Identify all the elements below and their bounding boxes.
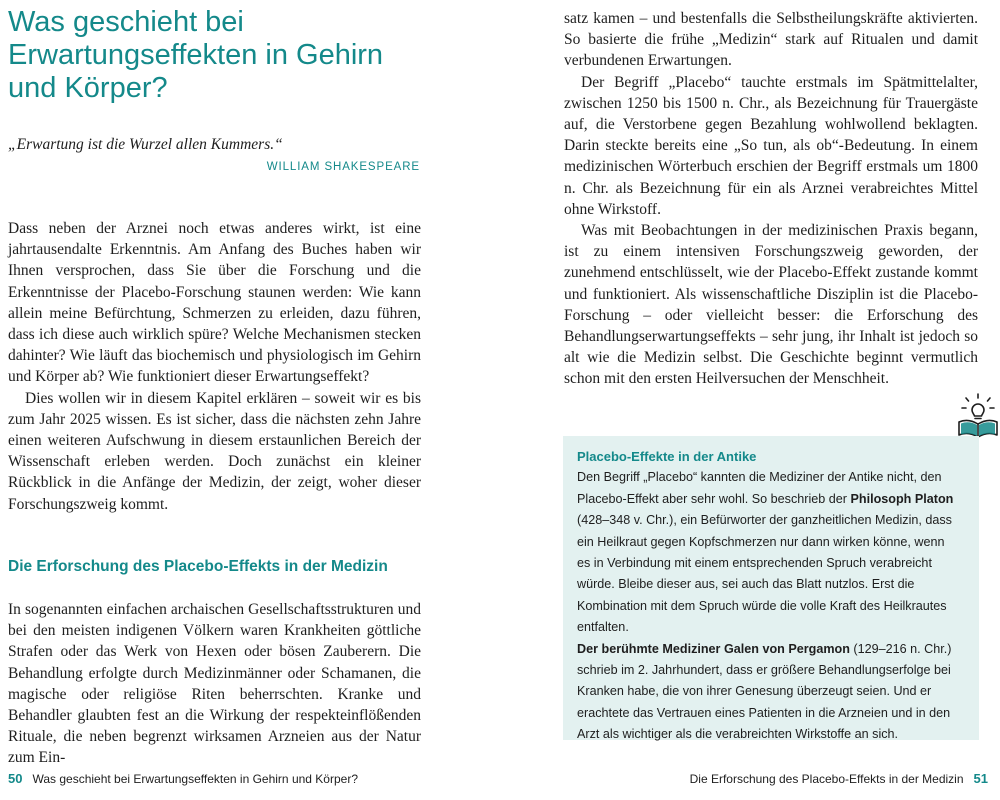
right-running-head: Die Erforschung des Placebo-Effekts in der Medizin (689, 772, 964, 786)
section-paragraph-1: In sogenannten einfachen archaischen Gesellschaftsstrukturen und bei den meisten indigenen Völkern waren Krankheiten göttliche Strafen oder das Werk von Hexen oder bösen Zauberern. Die Behandlung erfolgte durch Medizinmänner oder Schamanen, die magische oder religiöse Riten beherrschten. Kranke und Behandler glaubten fest an die Wirkung der respekteinflößenden Rituale, die neben begrenzt wirksamen Arzneien aus der Natur zum Ein- (8, 601, 421, 767)
infobox-paragraph-2 (577, 639, 961, 746)
infobox-title: Placebo-Effekte in der Antike (577, 449, 757, 464)
infobox-p2-end: (129–216 n. Chr.) schrieb im 2. Jahrhundert, dass er größere Behandlungserfolge bei Kranken habe, die von ihrer Genesung überzeugt seien. Und er erachtete das Vertrauen eines Patienten in die Arzneien und in den Arzt als wichtiger als die verabreichten Wirkstoffe an sich. (577, 641, 952, 742)
right-paragraph-1: satz kamen – und bestenfalls die Selbstheilungskräfte aktivierten. So basierte die frühe „Medizin“ stark auf Ritualen und damit verbundenen Erwartungen. (564, 10, 978, 70)
intro-paragraph-1: Dass neben der Arznei noch etwas anderes wirkt, ist eine jahrtausendalte Erkenntnis. Am Anfang des Buches haben wir Ihnen versprochen, dass Sie über die Forschung und die Erkenntnisse der Placebo-Forschung staunen werden: Wie kann allein meine Befürchtung, Schmerzen zu erleiden, dazu führen, dass ich diese auch wirklich spüre? Welche Mechanismen stecken dahinter? Wie läuft das biochemisch und physiologisch im Gehirn und Körper ab? Wie funktioniert dieser Erwartungseffekt? (8, 220, 421, 386)
chapter-title: Was geschieht bei Erwartungseffekten in Gehirn und Körper? (8, 6, 384, 104)
section-heading: Die Erforschung des Placebo-Effekts in der Medizin (8, 558, 388, 575)
left-folio (8, 770, 358, 788)
right-page-text (564, 8, 978, 390)
epigraph-author: WILLIAM SHAKESPEARE (266, 161, 420, 173)
infobox-p1-end: (428–348 v. Chr.), ein Befürworter der ganzheitlichen Medizin, dass ein Heilkraut gegen Kopfschmerzen nur dann wirken könne, wenn es in Verbindung mit einem entsprechenden Spruch verabreicht würde. Bleibe dieser aus, sei auch das Blatt nutzlos. Erst die Kombination mit dem Spruch würde die volle Kraft des Heilkrautes entfalten. (577, 513, 952, 635)
intro-paragraph-2: Dies wollen wir in diesem Kapitel erklären – soweit wir es bis zum Jahr 2025 wissen. Es ist sicher, dass die nächsten zehn Jahre einen weiteren Aufschwung in diesem erstaunlichen Bereich der Wissenschaft erleben werden. Doch zunächst ein kleiner Rückblick in die Anfänge der Medizin, der zeigt, woher dieser Forschungszweig kommt. (8, 389, 421, 513)
section-text (8, 599, 421, 769)
right-paragraph-2: Der Begriff „Placebo“ tauchte erstmals im Spätmittelalter, zwischen 1250 bis 1500 n. Chr., als Bezeichnung für Trauergäste auf, die Verstorbene gegen Bezahlung wohlwollend beklagten. Darin steckte bereits eine „So tun, als ob“-Bedeutung. In einem medizinischen Wörterbuch erschien der Begriff erstmals um 1800 n. Chr. als Bezeichnung für ein als Arznei verabreichtes Mittel ohne Wirkstoff. (564, 73, 978, 218)
infobox (563, 436, 979, 740)
infobox-p1-start: Den Begriff „Placebo“ kannten die Mediziner der Antike nicht, den Placebo-Effekt aber sehr wohl. So beschrieb der (577, 470, 942, 506)
running-head: Was geschieht bei Erwartungseffekten in Gehirn und Körper? (32, 772, 358, 786)
right-paragraph-3: Was mit Beobachtungen in der medizinischen Praxis begann, ist zu einem intensiven Forschungszweig geworden, der zunehmend entschlüsselt, wie der Placebo-Effekt zustande kommt und funktioniert. Als wissenschaftliche Disziplin ist die Placebo-Forschung – oder vielleicht besser: die Erforschung des Behandlungserwartungseffekts – sehr jung, ihr Inhalt ist jedoch so alt wie die Medizin selbst. Die Geschichte beginnt vermutlich schon mit den ersten Heilversuchen der Menschheit. (564, 222, 978, 388)
right-page-number: 51 (973, 771, 988, 786)
epigraph-quote: „Erwartung ist die Wurzel allen Kummers.“ (8, 136, 283, 153)
right-folio (690, 770, 988, 788)
infobox-p1-bold: Philosoph Platon (850, 491, 954, 506)
infobox-paragraph-1 (577, 467, 961, 638)
book-lightbulb-icon (956, 392, 1000, 440)
intro-text (8, 218, 421, 515)
page-number: 50 (8, 771, 23, 786)
infobox-p2-bold: Der berühmte Mediziner Galen von Pergamon (577, 641, 850, 656)
